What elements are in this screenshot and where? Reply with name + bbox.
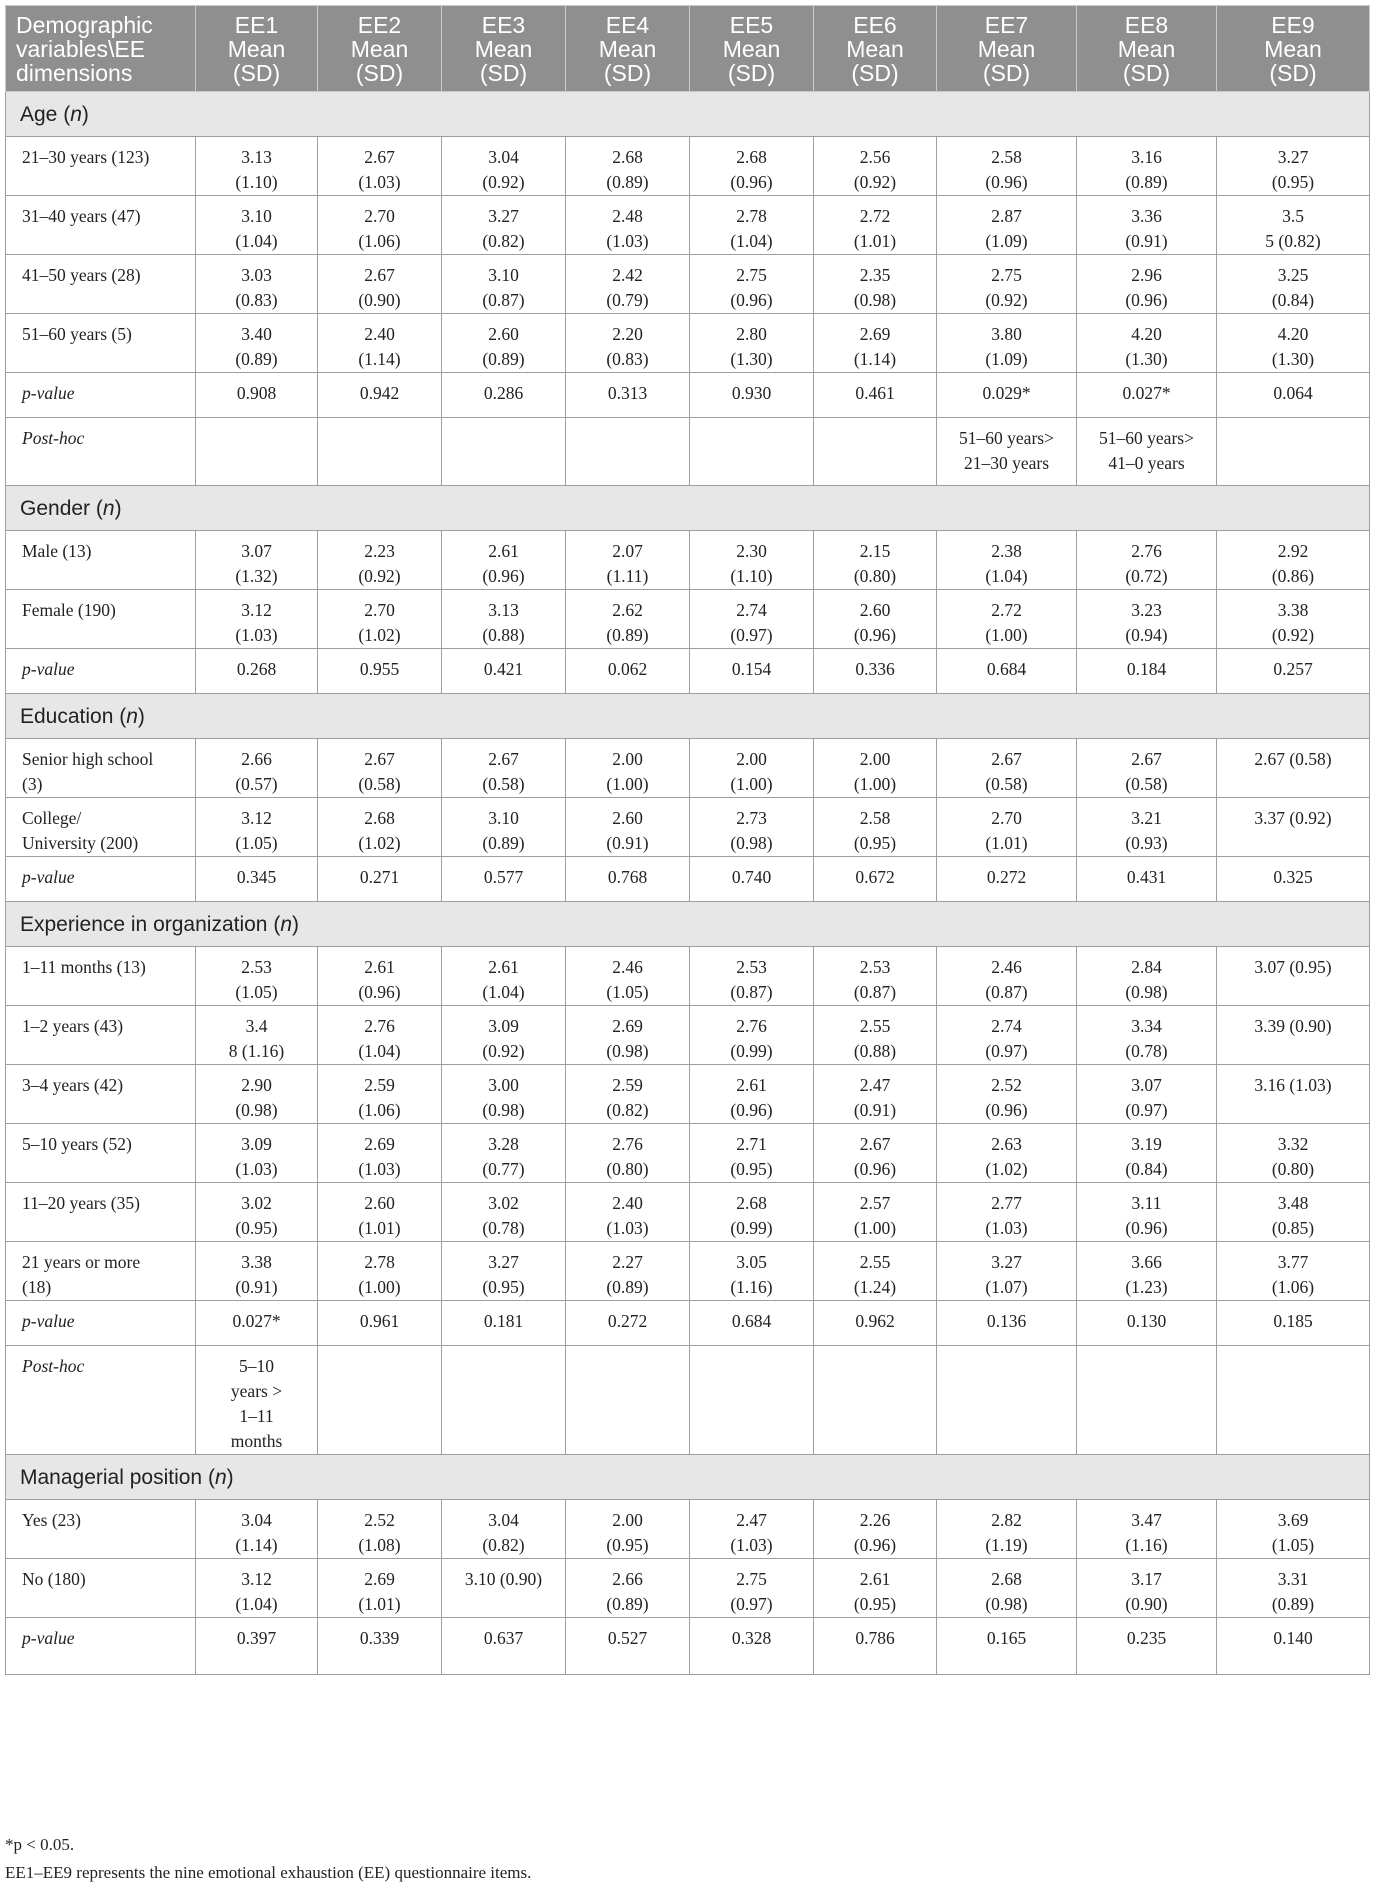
cell-ee7: 2.67 (0.58): [937, 739, 1077, 798]
cell-ee8: 3.23 (0.94): [1077, 590, 1217, 649]
cell-ee3: 3.28 (0.77): [442, 1124, 566, 1183]
table-row: [6, 373, 1370, 418]
cell-ee6: 0.336: [814, 649, 937, 694]
cell-ee3: 2.61 (0.96): [442, 531, 566, 590]
cell-ee8: 3.17 (0.90): [1077, 1559, 1217, 1618]
cell-ee1: 3.04 (1.14): [196, 1500, 318, 1559]
row-label: 21 years or more (18): [6, 1242, 196, 1301]
cell-ee3: 0.577: [442, 857, 566, 902]
table-row: [6, 531, 1370, 590]
cell-ee2: 2.52 (1.08): [318, 1500, 442, 1559]
cell-ee7: 2.70 (1.01): [937, 798, 1077, 857]
cell-ee1: 3.4 8 (1.16): [196, 1006, 318, 1065]
header-ee8: EE8 Mean (SD): [1077, 6, 1217, 92]
cell-ee3: 3.10 (0.87): [442, 255, 566, 314]
cell-ee6: 2.57 (1.00): [814, 1183, 937, 1242]
cell-ee4: 0.527: [566, 1618, 690, 1675]
cell-ee5: 2.78 (1.04): [690, 196, 814, 255]
cell-ee2: 0.271: [318, 857, 442, 902]
cell-ee8: 0.431: [1077, 857, 1217, 902]
header-ee9: EE9 Mean (SD): [1217, 6, 1370, 92]
cell-ee9: 0.325: [1217, 857, 1370, 902]
header-ee2: EE2 Mean (SD): [318, 6, 442, 92]
row-label: p-value: [6, 1301, 196, 1346]
cell-ee4: 2.48 (1.03): [566, 196, 690, 255]
legend-note: EE1–EE9 represents the nine emotional exhaustion (EE) questionnaire items.: [5, 1863, 532, 1882]
cell-ee7: 3.27 (1.07): [937, 1242, 1077, 1301]
cell-ee2: [318, 418, 442, 486]
cell-ee6: 2.35 (0.98): [814, 255, 937, 314]
cell-ee1: 0.397: [196, 1618, 318, 1675]
cell-ee5: 0.740: [690, 857, 814, 902]
header-row: [6, 6, 1370, 92]
cell-ee6: 0.461: [814, 373, 937, 418]
row-label: 51–60 years (5): [6, 314, 196, 373]
row-label: p-value: [6, 1618, 196, 1675]
table-row: [6, 418, 1370, 486]
header-ee4: EE4 Mean (SD): [566, 6, 690, 92]
cell-ee8: 0.027*: [1077, 373, 1217, 418]
cell-ee1: 5–10 years > 1–11 months: [196, 1346, 318, 1455]
cell-ee9: 3.77 (1.06): [1217, 1242, 1370, 1301]
cell-ee5: 2.68 (0.99): [690, 1183, 814, 1242]
cell-ee4: 2.40 (1.03): [566, 1183, 690, 1242]
cell-ee8: 0.184: [1077, 649, 1217, 694]
cell-ee9: 3.31 (0.89): [1217, 1559, 1370, 1618]
cell-ee2: 2.70 (1.06): [318, 196, 442, 255]
row-label: Post-hoc: [6, 1346, 196, 1455]
cell-ee3: 3.27 (0.95): [442, 1242, 566, 1301]
cell-ee6: 0.786: [814, 1618, 937, 1675]
cell-ee6: 0.672: [814, 857, 937, 902]
section-title: Age (n): [6, 92, 1370, 137]
cell-ee5: 2.73 (0.98): [690, 798, 814, 857]
cell-ee6: 2.55 (1.24): [814, 1242, 937, 1301]
cell-ee6: 2.72 (1.01): [814, 196, 937, 255]
cell-ee8: [1077, 1346, 1217, 1455]
cell-ee3: [442, 418, 566, 486]
cell-ee1: 3.12 (1.05): [196, 798, 318, 857]
cell-ee7: 2.52 (0.96): [937, 1065, 1077, 1124]
cell-ee4: 2.59 (0.82): [566, 1065, 690, 1124]
cell-ee4: 2.07 (1.11): [566, 531, 690, 590]
cell-ee7: 2.82 (1.19): [937, 1500, 1077, 1559]
cell-ee1: 2.90 (0.98): [196, 1065, 318, 1124]
cell-ee1: 2.66 (0.57): [196, 739, 318, 798]
cell-ee6: 2.55 (0.88): [814, 1006, 937, 1065]
cell-ee2: 2.67 (0.90): [318, 255, 442, 314]
cell-ee8: 3.16 (0.89): [1077, 137, 1217, 196]
cell-ee7: 0.165: [937, 1618, 1077, 1675]
section-title-text: Education: [20, 704, 114, 728]
cell-ee1: 0.345: [196, 857, 318, 902]
row-label: Female (190): [6, 590, 196, 649]
cell-ee4: [566, 418, 690, 486]
row-label: Yes (23): [6, 1500, 196, 1559]
cell-ee1: 2.53 (1.05): [196, 947, 318, 1006]
header-demographic-variables: Demographic variables\EE dimensions: [6, 6, 196, 92]
cell-ee4: 2.69 (0.98): [566, 1006, 690, 1065]
cell-ee6: [814, 418, 937, 486]
cell-ee7: 3.80 (1.09): [937, 314, 1077, 373]
cell-ee5: 2.47 (1.03): [690, 1500, 814, 1559]
cell-ee9: 3.48 (0.85): [1217, 1183, 1370, 1242]
section-row-managerial-position: [6, 1455, 1370, 1500]
cell-ee8: 0.235: [1077, 1618, 1217, 1675]
cell-ee5: [690, 1346, 814, 1455]
cell-ee9: 3.16 (1.03): [1217, 1065, 1370, 1124]
cell-ee6: 2.26 (0.96): [814, 1500, 937, 1559]
row-label: p-value: [6, 373, 196, 418]
table-row: [6, 739, 1370, 798]
cell-ee9: 3.39 (0.90): [1217, 1006, 1370, 1065]
section-title-text: Gender: [20, 496, 91, 520]
section-row-gender: [6, 486, 1370, 531]
row-label: 21–30 years (123): [6, 137, 196, 196]
cell-ee5: 2.61 (0.96): [690, 1065, 814, 1124]
cell-ee5: 2.30 (1.10): [690, 531, 814, 590]
table-row: [6, 590, 1370, 649]
cell-ee1: 3.09 (1.03): [196, 1124, 318, 1183]
cell-ee6: 2.56 (0.92): [814, 137, 937, 196]
cell-ee8: 2.96 (0.96): [1077, 255, 1217, 314]
table-row: [6, 1065, 1370, 1124]
cell-ee5: 2.53 (0.87): [690, 947, 814, 1006]
cell-ee8: 2.76 (0.72): [1077, 531, 1217, 590]
cell-ee3: 2.61 (1.04): [442, 947, 566, 1006]
cell-ee4: 0.272: [566, 1301, 690, 1346]
cell-ee2: 2.61 (0.96): [318, 947, 442, 1006]
cell-ee7: 2.68 (0.98): [937, 1559, 1077, 1618]
section-row-experience-in-organization: [6, 902, 1370, 947]
cell-ee7: [937, 1346, 1077, 1455]
cell-ee8: 3.19 (0.84): [1077, 1124, 1217, 1183]
cell-ee7: 2.63 (1.02): [937, 1124, 1077, 1183]
cell-ee5: 2.75 (0.97): [690, 1559, 814, 1618]
cell-ee8: 3.21 (0.93): [1077, 798, 1217, 857]
row-label: 5–10 years (52): [6, 1124, 196, 1183]
header-ee6: EE6 Mean (SD): [814, 6, 937, 92]
cell-ee2: 0.955: [318, 649, 442, 694]
cell-ee3: 3.04 (0.92): [442, 137, 566, 196]
cell-ee3: 3.09 (0.92): [442, 1006, 566, 1065]
cell-ee2: 2.59 (1.06): [318, 1065, 442, 1124]
table-row: [6, 1346, 1370, 1455]
cell-ee2: 0.942: [318, 373, 442, 418]
row-label: p-value: [6, 857, 196, 902]
cell-ee8: 4.20 (1.30): [1077, 314, 1217, 373]
section-title: Experience in organization (n): [6, 902, 1370, 947]
cell-ee8: 3.47 (1.16): [1077, 1500, 1217, 1559]
cell-ee5: 0.930: [690, 373, 814, 418]
cell-ee9: 3.25 (0.84): [1217, 255, 1370, 314]
cell-ee9: 3.5 5 (0.82): [1217, 196, 1370, 255]
cell-ee4: 2.76 (0.80): [566, 1124, 690, 1183]
cell-ee9: 3.37 (0.92): [1217, 798, 1370, 857]
cell-ee7: 2.58 (0.96): [937, 137, 1077, 196]
row-label: Post-hoc: [6, 418, 196, 486]
row-label: 1–11 months (13): [6, 947, 196, 1006]
cell-ee8: 2.84 (0.98): [1077, 947, 1217, 1006]
cell-ee5: [690, 418, 814, 486]
cell-ee3: 3.10 (0.90): [442, 1559, 566, 1618]
cell-ee6: 2.58 (0.95): [814, 798, 937, 857]
cell-ee8: 3.11 (0.96): [1077, 1183, 1217, 1242]
table-row: [6, 1301, 1370, 1346]
table-row: [6, 1006, 1370, 1065]
cell-ee4: 2.68 (0.89): [566, 137, 690, 196]
cell-ee9: 3.69 (1.05): [1217, 1500, 1370, 1559]
cell-ee7: 2.75 (0.92): [937, 255, 1077, 314]
cell-ee9: 2.92 (0.86): [1217, 531, 1370, 590]
cell-ee3: 3.04 (0.82): [442, 1500, 566, 1559]
cell-ee6: 0.962: [814, 1301, 937, 1346]
cell-ee7: 2.46 (0.87): [937, 947, 1077, 1006]
cell-ee2: 2.67 (0.58): [318, 739, 442, 798]
cell-ee4: 2.66 (0.89): [566, 1559, 690, 1618]
demographic-ee-table: [5, 5, 1370, 1675]
table-row: [6, 1559, 1370, 1618]
cell-ee7: 0.136: [937, 1301, 1077, 1346]
cell-ee1: 3.40 (0.89): [196, 314, 318, 373]
row-label: 11–20 years (35): [6, 1183, 196, 1242]
cell-ee7: 0.684: [937, 649, 1077, 694]
header-ee3: EE3 Mean (SD): [442, 6, 566, 92]
cell-ee5: 2.74 (0.97): [690, 590, 814, 649]
table-row: [6, 1242, 1370, 1301]
cell-ee4: 2.27 (0.89): [566, 1242, 690, 1301]
section-row-education: [6, 694, 1370, 739]
cell-ee8: 2.67 (0.58): [1077, 739, 1217, 798]
cell-ee6: 2.60 (0.96): [814, 590, 937, 649]
cell-ee3: [442, 1346, 566, 1455]
cell-ee7: 2.74 (0.97): [937, 1006, 1077, 1065]
cell-ee7: 2.38 (1.04): [937, 531, 1077, 590]
cell-ee1: 3.38 (0.91): [196, 1242, 318, 1301]
table-row: [6, 255, 1370, 314]
cell-ee7: 0.029*: [937, 373, 1077, 418]
cell-ee5: 0.154: [690, 649, 814, 694]
cell-ee9: 3.32 (0.80): [1217, 1124, 1370, 1183]
cell-ee2: 0.339: [318, 1618, 442, 1675]
row-label: Senior high school (3): [6, 739, 196, 798]
cell-ee7: 51–60 years> 21–30 years: [937, 418, 1077, 486]
header-ee7: EE7 Mean (SD): [937, 6, 1077, 92]
cell-ee5: 0.684: [690, 1301, 814, 1346]
cell-ee1: 3.13 (1.10): [196, 137, 318, 196]
table-row: [6, 196, 1370, 255]
row-label: 41–50 years (28): [6, 255, 196, 314]
cell-ee9: 4.20 (1.30): [1217, 314, 1370, 373]
cell-ee9: 0.140: [1217, 1618, 1370, 1675]
cell-ee8: 3.07 (0.97): [1077, 1065, 1217, 1124]
cell-ee9: [1217, 1346, 1370, 1455]
table-row: [6, 314, 1370, 373]
cell-ee2: 2.23 (0.92): [318, 531, 442, 590]
table-row: [6, 857, 1370, 902]
cell-ee8: 3.34 (0.78): [1077, 1006, 1217, 1065]
cell-ee9: 0.185: [1217, 1301, 1370, 1346]
cell-ee6: [814, 1346, 937, 1455]
cell-ee5: 3.05 (1.16): [690, 1242, 814, 1301]
cell-ee3: 3.27 (0.82): [442, 196, 566, 255]
cell-ee3: 3.10 (0.89): [442, 798, 566, 857]
cell-ee2: 2.69 (1.03): [318, 1124, 442, 1183]
section-title-text: Managerial position: [20, 1465, 203, 1489]
cell-ee1: [196, 418, 318, 486]
cell-ee1: 3.02 (0.95): [196, 1183, 318, 1242]
section-title-text: Experience in organization: [20, 912, 268, 936]
cell-ee3: 2.60 (0.89): [442, 314, 566, 373]
cell-ee1: 3.12 (1.04): [196, 1559, 318, 1618]
cell-ee4: 0.768: [566, 857, 690, 902]
section-title-text: Age: [20, 102, 58, 126]
cell-ee4: 2.60 (0.91): [566, 798, 690, 857]
cell-ee8: 0.130: [1077, 1301, 1217, 1346]
table-container: [5, 5, 1369, 1675]
cell-ee4: 0.313: [566, 373, 690, 418]
cell-ee4: 2.46 (1.05): [566, 947, 690, 1006]
cell-ee6: 2.61 (0.95): [814, 1559, 937, 1618]
row-label: 3–4 years (42): [6, 1065, 196, 1124]
header-ee5: EE5 Mean (SD): [690, 6, 814, 92]
cell-ee7: 2.72 (1.00): [937, 590, 1077, 649]
cell-ee2: 2.68 (1.02): [318, 798, 442, 857]
section-title: Gender (n): [6, 486, 1370, 531]
cell-ee3: 3.00 (0.98): [442, 1065, 566, 1124]
cell-ee2: 2.69 (1.01): [318, 1559, 442, 1618]
cell-ee2: 2.76 (1.04): [318, 1006, 442, 1065]
cell-ee5: 0.328: [690, 1618, 814, 1675]
cell-ee4: 0.062: [566, 649, 690, 694]
header-ee1: EE1 Mean (SD): [196, 6, 318, 92]
cell-ee9: 3.38 (0.92): [1217, 590, 1370, 649]
cell-ee6: 2.67 (0.96): [814, 1124, 937, 1183]
row-label: p-value: [6, 649, 196, 694]
cell-ee1: 3.03 (0.83): [196, 255, 318, 314]
cell-ee3: 0.181: [442, 1301, 566, 1346]
row-label: 31–40 years (47): [6, 196, 196, 255]
cell-ee6: 2.00 (1.00): [814, 739, 937, 798]
cell-ee8: 3.66 (1.23): [1077, 1242, 1217, 1301]
cell-ee6: 2.53 (0.87): [814, 947, 937, 1006]
table-row: [6, 1500, 1370, 1559]
significance-note: *p < 0.05.: [5, 1835, 75, 1854]
table-row: [6, 137, 1370, 196]
cell-ee1: 0.027*: [196, 1301, 318, 1346]
table-row: [6, 649, 1370, 694]
cell-ee9: 0.064: [1217, 373, 1370, 418]
row-label: 1–2 years (43): [6, 1006, 196, 1065]
cell-ee6: 2.47 (0.91): [814, 1065, 937, 1124]
cell-ee3: 2.67 (0.58): [442, 739, 566, 798]
section-row-age: [6, 92, 1370, 137]
cell-ee7: 0.272: [937, 857, 1077, 902]
cell-ee5: 2.71 (0.95): [690, 1124, 814, 1183]
row-label: College/ University (200): [6, 798, 196, 857]
cell-ee9: 0.257: [1217, 649, 1370, 694]
table-row: [6, 798, 1370, 857]
section-title: Education (n): [6, 694, 1370, 739]
cell-ee1: 3.12 (1.03): [196, 590, 318, 649]
cell-ee9: [1217, 418, 1370, 486]
cell-ee2: 2.67 (1.03): [318, 137, 442, 196]
cell-ee4: 2.42 (0.79): [566, 255, 690, 314]
row-label: Male (13): [6, 531, 196, 590]
cell-ee5: 2.76 (0.99): [690, 1006, 814, 1065]
cell-ee3: 0.421: [442, 649, 566, 694]
cell-ee2: [318, 1346, 442, 1455]
cell-ee4: 2.00 (0.95): [566, 1500, 690, 1559]
row-label: No (180): [6, 1559, 196, 1618]
cell-ee8: 51–60 years> 41–0 years: [1077, 418, 1217, 486]
cell-ee3: 0.286: [442, 373, 566, 418]
cell-ee3: 3.13 (0.88): [442, 590, 566, 649]
cell-ee4: [566, 1346, 690, 1455]
cell-ee1: 0.268: [196, 649, 318, 694]
cell-ee2: 2.78 (1.00): [318, 1242, 442, 1301]
cell-ee3: 0.637: [442, 1618, 566, 1675]
cell-ee6: 2.15 (0.80): [814, 531, 937, 590]
cell-ee4: 2.62 (0.89): [566, 590, 690, 649]
table-row: [6, 1124, 1370, 1183]
cell-ee5: 2.00 (1.00): [690, 739, 814, 798]
cell-ee9: 3.07 (0.95): [1217, 947, 1370, 1006]
cell-ee4: 2.20 (0.83): [566, 314, 690, 373]
table-notes: [5, 1831, 531, 1887]
cell-ee5: 2.80 (1.30): [690, 314, 814, 373]
table-row: [6, 1618, 1370, 1675]
cell-ee2: 2.60 (1.01): [318, 1183, 442, 1242]
cell-ee9: 3.27 (0.95): [1217, 137, 1370, 196]
table-row: [6, 947, 1370, 1006]
cell-ee1: 3.07 (1.32): [196, 531, 318, 590]
cell-ee6: 2.69 (1.14): [814, 314, 937, 373]
cell-ee2: 2.70 (1.02): [318, 590, 442, 649]
cell-ee5: 2.68 (0.96): [690, 137, 814, 196]
section-title: Managerial position (n): [6, 1455, 1370, 1500]
cell-ee1: 0.908: [196, 373, 318, 418]
cell-ee9: 2.67 (0.58): [1217, 739, 1370, 798]
cell-ee2: 2.40 (1.14): [318, 314, 442, 373]
cell-ee5: 2.75 (0.96): [690, 255, 814, 314]
cell-ee1: 3.10 (1.04): [196, 196, 318, 255]
cell-ee2: 0.961: [318, 1301, 442, 1346]
cell-ee7: 2.77 (1.03): [937, 1183, 1077, 1242]
cell-ee4: 2.00 (1.00): [566, 739, 690, 798]
table-row: [6, 1183, 1370, 1242]
cell-ee3: 3.02 (0.78): [442, 1183, 566, 1242]
cell-ee8: 3.36 (0.91): [1077, 196, 1217, 255]
cell-ee7: 2.87 (1.09): [937, 196, 1077, 255]
